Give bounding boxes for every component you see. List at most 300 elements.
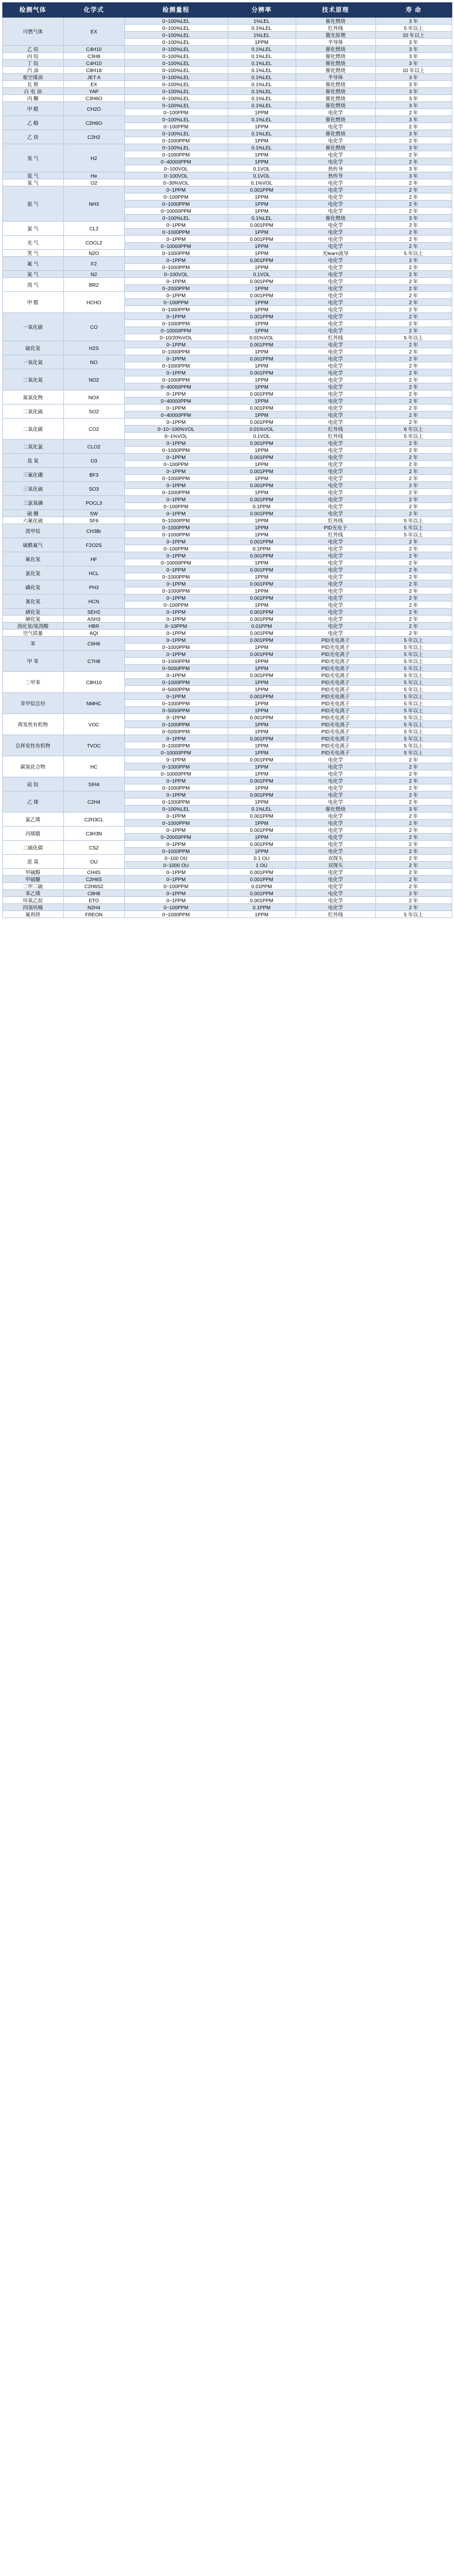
cell-resolution: 1PPM: [228, 749, 296, 756]
cell-technology: 电化学: [296, 257, 375, 264]
cell-gas-name: 氨 气: [2, 186, 63, 222]
cell-resolution: 1%LEL: [228, 32, 296, 39]
cell-technology: 双探头: [296, 855, 375, 862]
cell-technology: PID光电离子: [296, 658, 375, 665]
cell-formula: VOC: [63, 714, 124, 735]
cell-technology: 电化学: [296, 362, 375, 369]
cell-formula: CLO2: [63, 440, 124, 454]
cell-resolution: 1PPM: [228, 728, 296, 735]
cell-gas-name: 苯乙烯: [2, 890, 63, 897]
cell-technology: 电化学: [296, 580, 375, 587]
cell-resolution: 0.01PPM: [228, 883, 296, 890]
cell-lifetime: 2 年: [375, 271, 452, 278]
cell-detection-range: 0~100PPM: [124, 883, 228, 890]
cell-resolution: 0.001PPM: [228, 496, 296, 503]
table-row: [2, 355, 452, 362]
cell-technology: 电化学: [296, 229, 375, 236]
cell-technology: PID光电离子: [296, 665, 375, 672]
cell-formula: SW: [63, 510, 124, 517]
cell-detection-range: 0~10000PPM: [124, 559, 228, 566]
cell-formula: C8H10: [63, 672, 124, 693]
table-row: [2, 46, 452, 53]
cell-technology: 半导体: [296, 74, 375, 81]
cell-lifetime: 2 年: [375, 890, 452, 897]
cell-detection-range: 0~1000PPM: [124, 264, 228, 271]
cell-formula: SEH2: [63, 609, 124, 616]
cell-resolution: 1PPM: [228, 489, 296, 496]
cell-gas-name: 氟利昂: [2, 911, 63, 918]
cell-gas-name: 三氯氧磷: [2, 496, 63, 510]
table-row: [2, 735, 452, 742]
cell-gas-name: 硅 烷: [2, 777, 63, 791]
cell-resolution: 0.1PPM: [228, 904, 296, 911]
cell-detection-range: 0~1000PPM: [124, 742, 228, 749]
cell-lifetime: 2 年: [375, 601, 452, 609]
cell-lifetime: 3 年: [375, 172, 452, 179]
cell-technology: 电化学: [296, 496, 375, 503]
cell-detection-range: 0~1PPM: [124, 257, 228, 264]
cell-detection-range: 0~1000PPM: [124, 320, 228, 327]
cell-gas-name: 苯: [2, 637, 63, 651]
cell-detection-range: 0~1000PPM: [124, 517, 228, 524]
column-header-technology: 技术原理: [296, 3, 375, 18]
cell-gas-name: 硫酰氟气: [2, 538, 63, 552]
table-row: [2, 623, 452, 630]
cell-lifetime: 2 年: [375, 123, 452, 130]
cell-formula: CH4S: [63, 869, 124, 876]
cell-resolution: 0.001PPM: [228, 510, 296, 517]
cell-lifetime: 5 年以上: [375, 334, 452, 341]
cell-lifetime: 2 年: [375, 489, 452, 496]
cell-technology: 电化学: [296, 412, 375, 419]
cell-lifetime: 2 年: [375, 369, 452, 376]
cell-resolution: 1PPM: [228, 208, 296, 215]
cell-lifetime: 2 年: [375, 545, 452, 552]
cell-resolution: 1PPM: [228, 250, 296, 257]
cell-technology: 电化学: [296, 813, 375, 820]
table-row: [2, 257, 452, 264]
cell-lifetime: 5 年以上: [375, 524, 452, 531]
cell-lifetime: 2 年: [375, 791, 452, 798]
cell-lifetime: 3 年: [375, 116, 452, 123]
cell-detection-range: 0~1PPM: [124, 630, 228, 637]
cell-technology: 电化学: [296, 186, 375, 193]
cell-detection-range: 0~1PPM: [124, 609, 228, 616]
cell-formula: C6H6: [63, 637, 124, 651]
table-header: [2, 3, 452, 18]
cell-detection-range: 0~100PPM: [124, 299, 228, 306]
cell-lifetime: 5 年以上: [375, 672, 452, 679]
cell-resolution: 0.001PPM: [228, 580, 296, 587]
cell-technology: 电化学: [296, 208, 375, 215]
cell-resolution: 1PPM: [228, 320, 296, 327]
cell-lifetime: 2 年: [375, 243, 452, 250]
cell-lifetime: 6 年以上: [375, 426, 452, 433]
cell-lifetime: 2 年: [375, 193, 452, 200]
cell-gas-name: 一氧化氮: [2, 355, 63, 369]
cell-technology: PID光电离子: [296, 693, 375, 700]
cell-technology: 半导体: [296, 39, 375, 46]
cell-detection-range: 0~1PPM: [124, 693, 228, 700]
cell-detection-range: 0~1PPM: [124, 278, 228, 285]
cell-technology: 催化燃烧: [296, 60, 375, 67]
cell-formula: N2H4: [63, 904, 124, 911]
cell-resolution: 1PPM: [228, 285, 296, 292]
cell-technology: 催化燃烧: [296, 130, 375, 137]
cell-detection-range: 0~100%LEL: [124, 81, 228, 88]
cell-detection-range: 0~100%LEL: [124, 88, 228, 95]
cell-formula: COCL2: [63, 236, 124, 250]
cell-resolution: 0.001PPM: [228, 482, 296, 489]
cell-lifetime: 5 年以上: [375, 433, 452, 440]
cell-detection-range: 0~1PPM: [124, 714, 228, 721]
cell-lifetime: 2 年: [375, 594, 452, 601]
cell-lifetime: 2 年: [375, 137, 452, 144]
cell-lifetime: 5 年以上: [375, 707, 452, 714]
cell-technology: 电化学: [296, 798, 375, 806]
cell-detection-range: 0~1000PPM: [124, 763, 228, 770]
cell-technology: 电化学: [296, 630, 375, 637]
cell-resolution: 0.001PPM: [228, 186, 296, 193]
cell-resolution: 1PPM: [228, 644, 296, 651]
cell-detection-range: 0~10000PPM: [124, 770, 228, 777]
table-row: [2, 651, 452, 658]
cell-technology: 催化燃烧: [296, 53, 375, 60]
cell-resolution: 0.001PPM: [228, 890, 296, 897]
table-row: [2, 883, 452, 890]
cell-technology: 电化学: [296, 313, 375, 320]
cell-lifetime: 2 年: [375, 904, 452, 911]
cell-lifetime: 5 年以上: [375, 637, 452, 644]
cell-resolution: 0.001PPM: [228, 651, 296, 658]
cell-formula: CH3Br: [63, 524, 124, 538]
cell-detection-range: 0~1000PPM: [124, 306, 228, 313]
cell-detection-range: 0~100VOL: [124, 172, 228, 179]
cell-detection-range: 0~1000PPM: [124, 721, 228, 728]
table-row: [2, 278, 452, 285]
cell-detection-range: 0~40000PPM: [124, 383, 228, 390]
cell-technology: 电化学: [296, 440, 375, 447]
cell-formula: HBR: [63, 623, 124, 630]
cell-technology: 红外线: [296, 517, 375, 524]
table-row: [2, 911, 452, 918]
cell-lifetime: 2 年: [375, 503, 452, 510]
cell-detection-range: 0~1PPM: [124, 876, 228, 883]
cell-gas-name: 氟 气: [2, 257, 63, 271]
cell-gas-name: 可燃气体: [2, 18, 63, 46]
cell-detection-range: 0~5000PPM: [124, 707, 228, 714]
cell-gas-name: 非甲烷总烃: [2, 693, 63, 714]
cell-detection-range: 0~10000PPM: [124, 243, 228, 250]
cell-technology: 电化学: [296, 278, 375, 285]
cell-technology: 电化学: [296, 405, 375, 412]
cell-technology: 催化燃烧: [296, 116, 375, 123]
cell-technology: 电化学: [296, 327, 375, 334]
cell-gas-name: 臭 氧: [2, 454, 63, 468]
table-row: [2, 630, 452, 637]
cell-formula: HCHO: [63, 292, 124, 313]
table-row: [2, 271, 452, 278]
cell-lifetime: 2 年: [375, 383, 452, 390]
cell-resolution: 1PPM: [228, 721, 296, 728]
cell-formula: HCN: [63, 594, 124, 609]
cell-gas-name: 瓦 斯: [2, 81, 63, 88]
cell-lifetime: 2 年: [375, 573, 452, 580]
cell-lifetime: 2 年: [375, 482, 452, 489]
cell-detection-range: 0~1PPM: [124, 580, 228, 587]
cell-detection-range: 0~1PPM: [124, 419, 228, 426]
table-row: [2, 580, 452, 587]
cell-technology: 电化学: [296, 292, 375, 299]
cell-detection-range: 0~1000PPM: [124, 573, 228, 580]
cell-technology: 电化学: [296, 897, 375, 904]
cell-resolution: 0.001PPM: [228, 813, 296, 820]
cell-technology: 红外线: [296, 433, 375, 440]
cell-resolution: 0.01%VOL: [228, 334, 296, 341]
cell-gas-name: 恶 臭: [2, 855, 63, 869]
cell-gas-name: 氯乙烯: [2, 813, 63, 827]
cell-resolution: 1PPM: [228, 362, 296, 369]
cell-lifetime: 5 年以上: [375, 742, 452, 749]
cell-resolution: 1PPM: [228, 123, 296, 130]
cell-detection-range: 0~10000PPM: [124, 749, 228, 756]
cell-lifetime: 2 年: [375, 862, 452, 869]
cell-detection-range: 0~1PPM: [124, 468, 228, 475]
cell-technology: 电化学: [296, 151, 375, 158]
cell-detection-range: 0~10~100%VOL: [124, 426, 228, 433]
cell-detection-range: 0~1PPM: [124, 440, 228, 447]
cell-formula: ETO: [63, 897, 124, 904]
cell-formula: C2H6S: [63, 876, 124, 883]
table-row: [2, 60, 452, 67]
cell-gas-name: 航空煤油: [2, 74, 63, 81]
cell-detection-range: 0~1PPM: [124, 777, 228, 784]
cell-lifetime: 2 年: [375, 876, 452, 883]
cell-lifetime: 2 年: [375, 292, 452, 299]
cell-technology: 电化学: [296, 573, 375, 580]
cell-resolution: 0.001PPM: [228, 777, 296, 784]
cell-detection-range: 0~100%LEL: [124, 46, 228, 53]
table-row: [2, 637, 452, 644]
cell-resolution: 0.001PPM: [228, 714, 296, 721]
cell-lifetime: 2 年: [375, 630, 452, 637]
cell-resolution: 0.001PPM: [228, 566, 296, 573]
cell-lifetime: 2 年: [375, 475, 452, 482]
cell-lifetime: 5 年以上: [375, 517, 452, 524]
cell-lifetime: 2 年: [375, 820, 452, 827]
cell-detection-range: 0~1PPM: [124, 236, 228, 243]
cell-formula: PH3: [63, 580, 124, 594]
table-row: [2, 236, 452, 243]
cell-detection-range: 0~100PPM: [124, 545, 228, 552]
cell-gas-name: 空气质量: [2, 630, 63, 637]
cell-gas-name: 碳氢化合物: [2, 756, 63, 777]
cell-resolution: 0.001PPM: [228, 630, 296, 637]
cell-resolution: 1PPM: [228, 784, 296, 791]
cell-lifetime: 2 年: [375, 229, 452, 236]
cell-lifetime: 2 年: [375, 580, 452, 587]
cell-lifetime: 2 年: [375, 158, 452, 165]
cell-gas-name: 氮 气: [2, 271, 63, 278]
table-row: [2, 67, 452, 74]
cell-technology: 电化学: [296, 841, 375, 848]
cell-detection-range: 0~1PPM: [124, 735, 228, 742]
cell-lifetime: 2 年: [375, 186, 452, 193]
cell-detection-range: 0~100%LEL: [124, 74, 228, 81]
cell-resolution: 0.001PPM: [228, 791, 296, 798]
column-header-life: 寿 命: [375, 3, 452, 18]
cell-lifetime: 2 年: [375, 151, 452, 158]
cell-lifetime: 2 年: [375, 616, 452, 623]
cell-lifetime: 3 年: [375, 144, 452, 151]
cell-detection-range: 0~10PPM: [124, 623, 228, 630]
table-row: [2, 454, 452, 461]
cell-resolution: 0.001PPM: [228, 313, 296, 320]
cell-resolution: 0.001PPM: [228, 693, 296, 700]
cell-gas-name: 乙 炔: [2, 130, 63, 144]
cell-detection-range: 0~1000PPM: [124, 524, 228, 531]
cell-resolution: 1PPM: [228, 306, 296, 313]
cell-resolution: 1PPM: [228, 911, 296, 918]
cell-resolution: 0.01%VOL: [228, 426, 296, 433]
cell-resolution: 1PPM: [228, 475, 296, 482]
cell-formula: C3H3N: [63, 827, 124, 841]
cell-technology: 电化学: [296, 123, 375, 130]
cell-gas-name: 溴 气: [2, 278, 63, 292]
cell-detection-range: 0~100PPM: [124, 193, 228, 200]
cell-gas-name: 二氧化氯: [2, 440, 63, 454]
cell-technology: 红外线: [296, 911, 375, 918]
cell-lifetime: 5 年以上: [375, 714, 452, 721]
cell-technology: 电化学: [296, 827, 375, 834]
table-row: [2, 313, 452, 320]
cell-detection-range: 0~40000PPM: [124, 397, 228, 405]
table-row: [2, 482, 452, 489]
cell-formula: C7H8: [63, 651, 124, 672]
cell-technology: 电化学: [296, 158, 375, 165]
cell-technology: 电化学: [296, 559, 375, 566]
cell-lifetime: 5 年以上: [375, 728, 452, 735]
cell-lifetime: 2 年: [375, 299, 452, 306]
cell-technology: 电化学: [296, 489, 375, 496]
cell-detection-range: 0~20000PPM: [124, 834, 228, 841]
cell-detection-range: 0~1PPM: [124, 651, 228, 658]
table-row: [2, 897, 452, 904]
cell-technology: PID光电离子: [296, 686, 375, 693]
cell-technology: PID光电离子: [296, 728, 375, 735]
table-row: [2, 144, 452, 151]
cell-technology: 电化学: [296, 193, 375, 200]
cell-technology: 电化学: [296, 419, 375, 426]
cell-detection-range: 0~1%VOL: [124, 433, 228, 440]
cell-technology: PID光电离子: [296, 707, 375, 714]
cell-technology: 电化学: [296, 348, 375, 355]
cell-detection-range: 0~1PPM: [124, 890, 228, 897]
cell-resolution: 1PPM: [228, 193, 296, 200]
cell-resolution: 1PPM: [228, 707, 296, 714]
cell-gas-name: 乙 烯: [2, 791, 63, 813]
cell-formula: NH3: [63, 186, 124, 222]
cell-lifetime: 5 年以上: [375, 693, 452, 700]
cell-lifetime: 5 年以上: [375, 721, 452, 728]
cell-resolution: 1PPM: [228, 200, 296, 208]
cell-lifetime: 5 年以上: [375, 665, 452, 672]
cell-technology: 电化学: [296, 341, 375, 348]
cell-gas-name: 氮氧化物: [2, 390, 63, 405]
cell-gas-name: 氟化氢: [2, 552, 63, 566]
cell-technology: 电化学: [296, 243, 375, 250]
cell-lifetime: 5 年以上: [375, 911, 452, 918]
cell-gas-name: 四氢呋喃: [2, 904, 63, 911]
cell-gas-name: 丙 烷: [2, 53, 63, 60]
cell-technology: 电化学: [296, 545, 375, 552]
cell-resolution: 1PPM: [228, 327, 296, 334]
cell-gas-name: 乙 烷: [2, 46, 63, 53]
table-row: [2, 179, 452, 186]
cell-resolution: 0.1VOL: [228, 172, 296, 179]
cell-resolution: 0.1%LEL: [228, 95, 296, 102]
cell-lifetime: 2 年: [375, 827, 452, 834]
cell-formula: C4H10: [63, 46, 124, 53]
cell-formula: H2S: [63, 341, 124, 355]
cell-lifetime: 5 年以上: [375, 658, 452, 665]
cell-lifetime: 2 年: [375, 348, 452, 355]
cell-technology: 红外线: [296, 334, 375, 341]
cell-technology: 电化学: [296, 777, 375, 784]
cell-detection-range: 0~1000PPM: [124, 362, 228, 369]
cell-lifetime: 3 年: [375, 102, 452, 109]
cell-lifetime: 2 年: [375, 285, 452, 292]
cell-formula: SO2: [63, 405, 124, 419]
cell-resolution: 1PPM: [228, 601, 296, 609]
cell-technology: 电化学: [296, 890, 375, 897]
cell-formula: C3H6O: [63, 95, 124, 102]
cell-technology: 电化学: [296, 538, 375, 545]
cell-detection-range: 0~100%LEL: [124, 67, 228, 74]
cell-detection-range: 0~30%VOL: [124, 179, 228, 186]
cell-resolution: 0.001PPM: [228, 876, 296, 883]
cell-lifetime: 2 年: [375, 784, 452, 791]
cell-lifetime: 3 年: [375, 39, 452, 46]
cell-resolution: 1PPM: [228, 770, 296, 777]
table-row: [2, 609, 452, 616]
cell-resolution: 0.1%LEL: [228, 215, 296, 222]
cell-gas-name: 氧 气: [2, 179, 63, 186]
cell-detection-range: 0~100PPM: [124, 109, 228, 116]
table-row: [2, 777, 452, 784]
cell-lifetime: 2 年: [375, 813, 452, 820]
cell-resolution: 1PPM: [228, 397, 296, 405]
table-row: [2, 369, 452, 376]
cell-resolution: 1%LEL: [228, 18, 296, 25]
cell-technology: 催化燃烧: [296, 88, 375, 95]
cell-formula: C8H8: [63, 890, 124, 897]
cell-detection-range: 0~1000PPM: [124, 250, 228, 257]
cell-lifetime: 5 年以上: [375, 250, 452, 257]
cell-technology: 电化学: [296, 264, 375, 271]
cell-detection-range: 0~1PPM: [124, 538, 228, 545]
table-row: [2, 510, 452, 517]
cell-technology: 电化学: [296, 285, 375, 292]
cell-resolution: 1PPM: [228, 229, 296, 236]
cell-resolution: 0.001PPM: [228, 419, 296, 426]
cell-lifetime: 2 年: [375, 897, 452, 904]
cell-detection-range: 0~1PPM: [124, 186, 228, 193]
cell-lifetime: 2 年: [375, 510, 452, 517]
cell-formula: HC: [63, 756, 124, 777]
cell-resolution: 1PPM: [228, 109, 296, 116]
cell-technology: 红外线: [296, 426, 375, 433]
